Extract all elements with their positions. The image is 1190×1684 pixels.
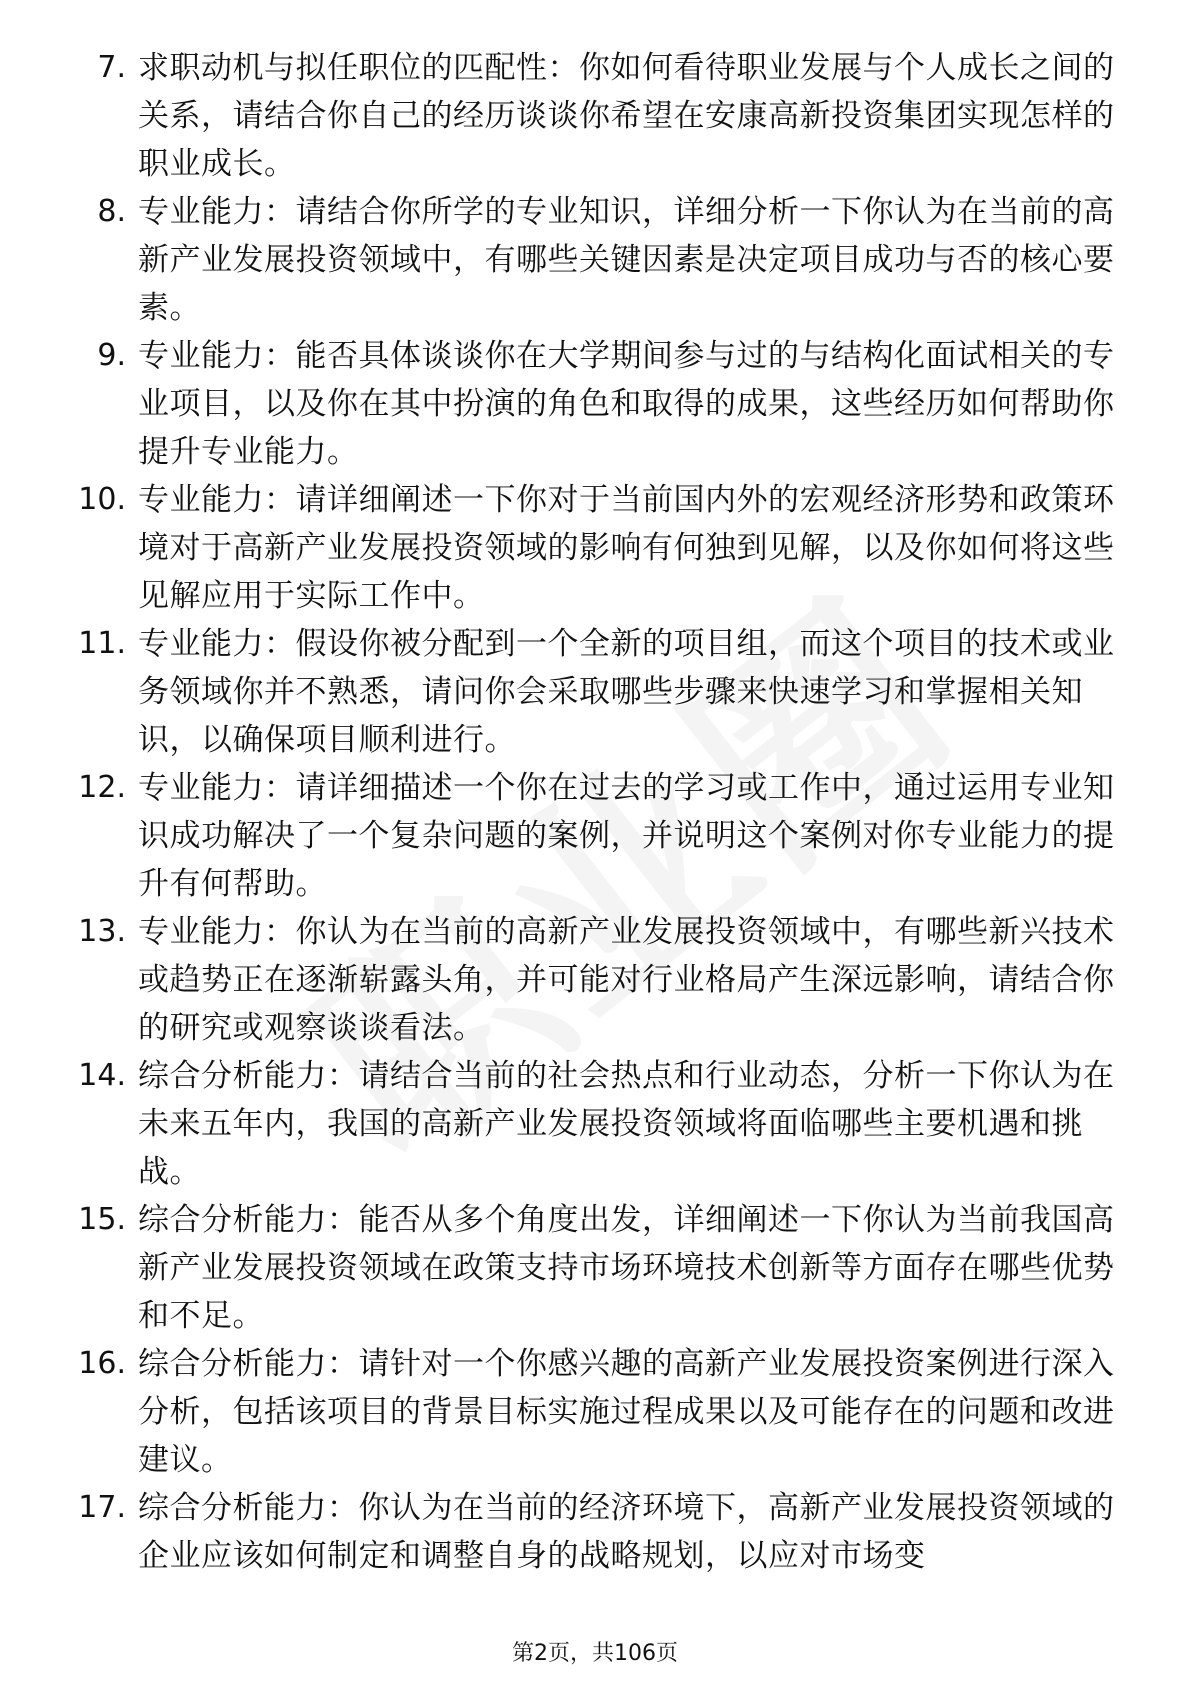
- question-number: 8.: [97, 194, 126, 229]
- question-number: 11.: [78, 626, 126, 661]
- question-number: 9.: [97, 338, 126, 373]
- question-number: 12.: [78, 770, 126, 805]
- question-text: 专业能力：请结合你所学的专业知识，详细分析一下你认为在当前的高新产业发展投资领域中，有哪些关键因素是决定项目成功与否的核心要素。: [138, 194, 1115, 326]
- question-text: 综合分析能力：能否从多个角度出发，详细阐述一下你认为当前我国高新产业发展投资领域在政策支持市场环境技术创新等方面存在哪些优势和不足。: [138, 1202, 1115, 1334]
- question-item-16: [70, 1340, 1130, 1484]
- question-item-10: [70, 476, 1130, 620]
- question-text: 专业能力：请详细描述一个你在过去的学习或工作中，通过运用专业知识成功解决了一个复杂问题的案例，并说明这个案例对你专业能力的提升有何帮助。: [138, 770, 1115, 902]
- question-item-11: [70, 620, 1130, 764]
- question-item-8: [70, 188, 1130, 332]
- question-number: 17.: [78, 1490, 126, 1525]
- question-item-15: [70, 1196, 1130, 1340]
- question-text: 综合分析能力：请针对一个你感兴趣的高新产业发展投资案例进行深入分析，包括该项目的背景目标实施过程成果以及可能存在的问题和改进建议。: [138, 1346, 1115, 1478]
- page-footer: 第2页，共106页: [512, 1641, 678, 1666]
- question-item-13: [70, 908, 1130, 1052]
- question-number: 7.: [97, 50, 126, 85]
- question-number: 14.: [78, 1058, 126, 1093]
- question-item-7: [70, 44, 1130, 188]
- question-text: 求职动机与拟任职位的匹配性：你如何看待职业发展与个人成长之间的关系，请结合你自己的经历谈谈你希望在安康高新投资集团实现怎样的职业成长。: [138, 50, 1115, 182]
- question-number: 16.: [78, 1346, 126, 1381]
- question-text: 综合分析能力：请结合当前的社会热点和行业动态，分析一下你认为在未来五年内，我国的高新产业发展投资领域将面临哪些主要机遇和挑战。: [138, 1058, 1115, 1190]
- question-list: [70, 44, 1130, 1628]
- question-item-12: [70, 764, 1130, 908]
- question-item-9: [70, 332, 1130, 476]
- question-number: 13.: [78, 914, 126, 949]
- question-text: 综合分析能力：你认为在当前的经济环境下，高新产业发展投资领域的企业应该如何制定和调整自身的战略规划，以应对市场变: [138, 1490, 1115, 1574]
- question-text: 专业能力：你认为在当前的高新产业发展投资领域中，有哪些新兴技术或趋势正在逐渐崭露头角，并可能对行业格局产生深远影响，请结合你的研究或观察谈谈看法。: [138, 914, 1115, 1046]
- question-item-14: [70, 1052, 1130, 1196]
- question-item-17: [70, 1484, 1130, 1628]
- question-text: 专业能力：请详细阐述一下你对于当前国内外的宏观经济形势和政策环境对于高新产业发展投资领域的影响有何独到见解，以及你如何将这些见解应用于实际工作中。: [138, 482, 1115, 614]
- question-number: 15.: [78, 1202, 126, 1237]
- question-text: 专业能力：假设你被分配到一个全新的项目组，而这个项目的技术或业务领域你并不熟悉，请问你会采取哪些步骤来快速学习和掌握相关知识，以确保项目顺利进行。: [138, 626, 1115, 758]
- question-number: 10.: [78, 482, 126, 517]
- question-text: 专业能力：能否具体谈谈你在大学期间参与过的与结构化面试相关的专业项目，以及你在其中扮演的角色和取得的成果，这些经历如何帮助你提升专业能力。: [138, 338, 1115, 470]
